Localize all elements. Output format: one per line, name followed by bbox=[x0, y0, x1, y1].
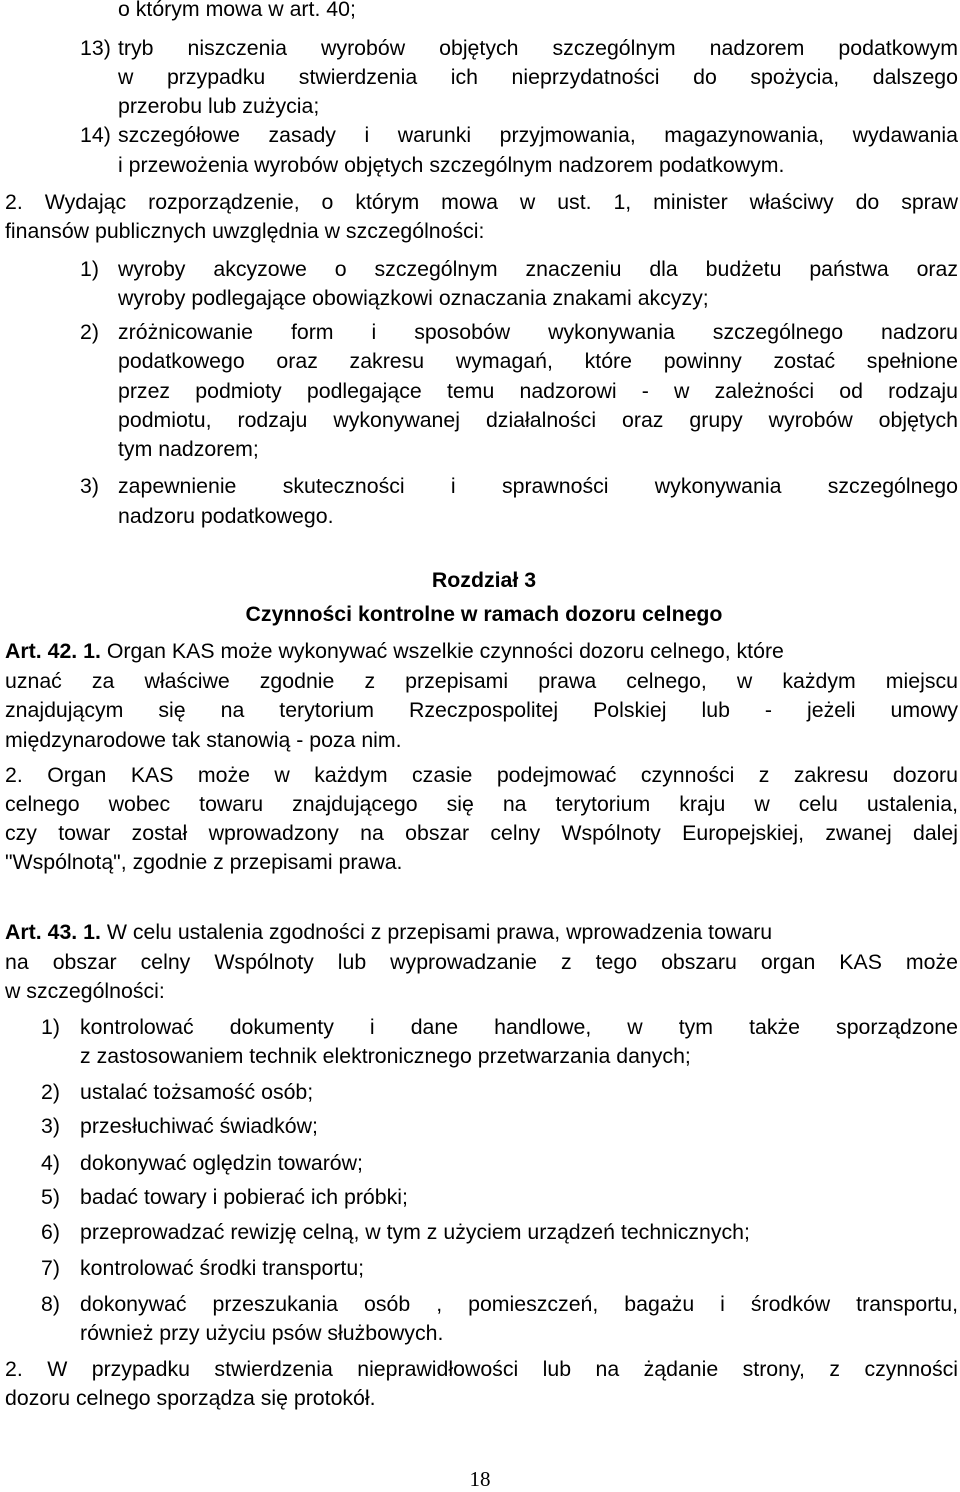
item-number: 6) bbox=[41, 1220, 60, 1244]
item-number: 2) bbox=[41, 1080, 60, 1104]
text-line: znajdującym się na terytorium Rzeczpospolitej Polskiej lub - jeżeli umowy bbox=[5, 698, 958, 722]
text-line: przeprowadzać rewizję celną, w tym z użyciem urządzeń technicznych; bbox=[80, 1220, 750, 1244]
text-line: badać towary i pobierać ich próbki; bbox=[80, 1185, 408, 1209]
text-line: kontrolować dokumenty i dane handlowe, w tym także sporządzone bbox=[80, 1015, 958, 1039]
text-line: podatkowego oraz zakresu wymagań, które powinny zostać spełnione bbox=[118, 349, 958, 373]
text-line: przerobu lub zużycia; bbox=[118, 94, 320, 118]
article-42 bbox=[5, 638, 958, 664]
text-line: dozoru celnego sporządza się protokół. bbox=[5, 1386, 376, 1410]
text-line: 2. W przypadku stwierdzenia nieprawidłowości lub na żądanie strony, z czynności bbox=[5, 1357, 958, 1381]
text-line: wyroby podlegające obowiązkowi oznaczania znakami akcyzy; bbox=[118, 286, 709, 310]
article-43 bbox=[5, 919, 958, 945]
text-line: celnego wobec towaru znajdującego się na terytorium kraju w celu ustalenia, bbox=[5, 792, 958, 816]
text-line: W celu ustalenia zgodności z przepisami prawa, wprowadzenia towaru bbox=[106, 920, 773, 944]
text-line: międzynarodowe tak stanowią - poza nim. bbox=[5, 728, 402, 752]
text-line: podmiotu, rodzaju wykonywanej działalności oraz grupy wyrobów objętych bbox=[118, 408, 958, 432]
text-line: Organ KAS może wykonywać wszelkie czynności dozoru celnego, które bbox=[106, 639, 784, 663]
item-number: 8) bbox=[41, 1292, 60, 1316]
text-line: o którym mowa w art. 40; bbox=[118, 0, 356, 21]
chapter-title: Czynności kontrolne w ramach dozoru celnego bbox=[245, 602, 723, 626]
item-number: 4) bbox=[41, 1151, 60, 1175]
item-number: 1) bbox=[41, 1015, 60, 1039]
text-line: uznać za właściwe zgodnie z przepisami prawa celnego, w każdym miejscu bbox=[5, 669, 958, 693]
item-number: 7) bbox=[41, 1256, 60, 1280]
text-line: dokonywać przeszukania osób , pomieszczeń, bagażu i środków transportu, bbox=[80, 1292, 958, 1316]
article-label: Art. 43. 1. bbox=[5, 920, 101, 944]
text-line: tym nadzorem; bbox=[118, 437, 259, 461]
text-line: w szczególności: bbox=[5, 979, 165, 1003]
text-line: "Wspólnotą", zgodnie z przepisami prawa. bbox=[5, 850, 403, 874]
text-line: wyroby akcyzowe o szczególnym znaczeniu dla budżetu państwa oraz bbox=[118, 257, 958, 281]
text-line: dokonywać oględzin towarów; bbox=[80, 1151, 363, 1175]
item-number: 3) bbox=[41, 1114, 60, 1138]
text-line: przez podmioty podlegające temu nadzorowi - w zależności od rodzaju bbox=[118, 379, 958, 403]
text-line: ustalać tożsamość osób; bbox=[80, 1080, 314, 1104]
article-label: Art. 42. 1. bbox=[5, 639, 101, 663]
text-line: 2. Organ KAS może w każdym czasie podejmować czynności z zakresu dozoru bbox=[5, 763, 958, 787]
text-line: kontrolować środki transportu; bbox=[80, 1256, 365, 1280]
text-line: w przypadku stwierdzenia ich nieprzydatności do spożycia, dalszego bbox=[118, 65, 958, 89]
text-line: przesłuchiwać świadków; bbox=[80, 1114, 318, 1138]
text-line: na obszar celny Wspólnoty lub wyprowadzanie z tego obszaru organ KAS może bbox=[5, 950, 958, 974]
item-number: 2) bbox=[80, 320, 99, 344]
text-line: zapewnienie skuteczności i sprawności wykonywania szczególnego bbox=[118, 474, 958, 498]
text-line: również przy użyciu psów służbowych. bbox=[80, 1321, 444, 1345]
page-number: 18 bbox=[469, 1467, 491, 1491]
text-line: tryb niszczenia wyrobów objętych szczególnym nadzorem podatkowym bbox=[118, 36, 958, 60]
item-number: 3) bbox=[80, 474, 99, 498]
text-line: 2. Wydając rozporządzenie, o którym mowa w ust. 1, minister właściwy do spraw bbox=[5, 190, 958, 214]
chapter-number: Rozdział 3 bbox=[431, 568, 537, 592]
item-number: 1) bbox=[80, 257, 99, 281]
item-number: 5) bbox=[41, 1185, 60, 1209]
text-line: nadzoru podatkowego. bbox=[118, 504, 334, 528]
text-line: i przewożenia wyrobów objętych szczególnym nadzorem podatkowym. bbox=[118, 153, 785, 177]
text-line: czy towar został wprowadzony na obszar celny Wspólnoty Europejskiej, zwanej dalej bbox=[5, 821, 958, 845]
text-line: finansów publicznych uwzględnia w szczególności: bbox=[5, 219, 485, 243]
item-number: 13) bbox=[80, 36, 111, 60]
text-line: zróżnicowanie form i sposobów wykonywania szczególnego nadzoru bbox=[118, 320, 958, 344]
text-line: szczegółowe zasady i warunki przyjmowania, magazynowania, wydawania bbox=[118, 123, 958, 147]
text-line: z zastosowaniem technik elektronicznego przetwarzania danych; bbox=[80, 1044, 691, 1068]
item-number: 14) bbox=[80, 123, 111, 147]
